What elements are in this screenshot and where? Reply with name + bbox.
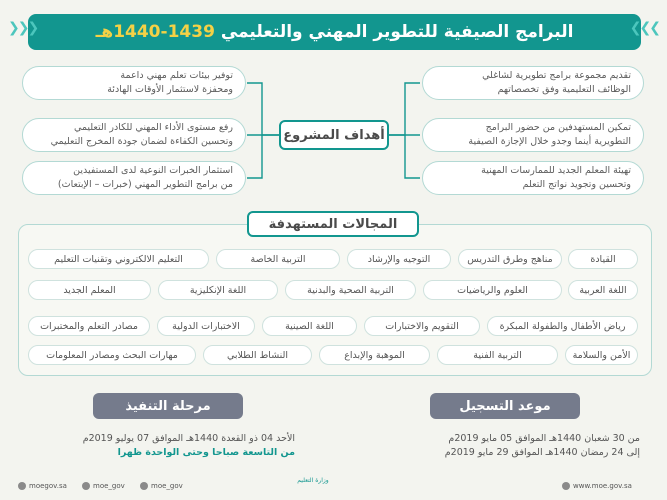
footer-site-right[interactable]: www.moe.gov.sa <box>562 482 632 490</box>
field-chip: اللغة العربية <box>568 280 638 300</box>
goal-left-2: رفع مستوى الأداء المهني للكادر التعليمي وتحسين الكفاءة لضمان جودة المخرج التعليمي <box>22 118 246 152</box>
field-chip: النشاط الطلابي <box>203 345 312 365</box>
field-chip: التوجيه والإرشاد <box>347 249 451 269</box>
decor-arrows-right-icon: ❮❮❮ <box>629 20 659 36</box>
field-chip: رياض الأطفال والطفولة المبكرة <box>487 316 638 336</box>
title-year: 1439-1440هـ <box>95 22 215 42</box>
fields-title: المجالات المستهدفة <box>247 211 419 237</box>
field-chip: الاختبارات الدولية <box>157 316 255 336</box>
footer-site-left[interactable]: moegov.sa <box>18 482 67 490</box>
field-chip: الموهبة والإبداع <box>319 345 430 365</box>
ministry-logo: وزارة التعليم <box>297 477 329 484</box>
field-chip: التربية الفنية <box>437 345 558 365</box>
goal-left-1: توفير بيئات تعلم مهني داعمة ومحفزة لاستثمار الأوقات الهادئة <box>22 66 246 100</box>
field-chip: الأمن والسلامة <box>565 345 638 365</box>
field-chip: اللغة الصينية <box>262 316 357 336</box>
field-chip: مصادر التعلم والمختبرات <box>28 316 150 336</box>
field-chip: اللغة الإنكليزية <box>158 280 278 300</box>
goal-left-3: استثمار الخبرات النوعية لدى المستفيدين من برامج التطوير المهني (خبرات – الإبتعاث) <box>22 161 246 195</box>
instagram-icon <box>82 482 90 490</box>
field-chip: التربية الخاصة <box>216 249 340 269</box>
footer-handle-2[interactable]: moe_gov <box>140 482 183 490</box>
globe-icon <box>562 482 570 490</box>
title-main: البرامج الصيفية للتطوير المهني والتعليمي <box>220 22 574 42</box>
field-chip: العلوم والرياضيات <box>423 280 562 300</box>
twitter-icon <box>140 482 148 490</box>
decor-arrows-left-icon: ❯❯❯ <box>8 20 38 36</box>
field-chip: مناهج وطرق التدريس <box>458 249 562 269</box>
field-chip: المعلم الجديد <box>28 280 151 300</box>
field-chip: القيادة <box>568 249 638 269</box>
web-icon <box>18 482 26 490</box>
goal-right-1: تقديم مجموعة برامج تطويرية لشاغلي الوظائف التعليمية وفق تخصصاتهم <box>422 66 644 100</box>
field-chip: التربية الصحية والبدنية <box>285 280 416 300</box>
goals-label: أهداف المشروع <box>279 120 389 150</box>
goal-right-2: تمكين المستهدفين من حضور البرامج التطويرية أينما وجدو خلال الإجازة الصيفية <box>422 118 644 152</box>
field-chip: مهارات البحث ومصادر المعلومات <box>28 345 196 365</box>
execution-label: مرحلة التنفيذ <box>93 393 243 419</box>
footer-handle-1[interactable]: moe_gov <box>82 482 125 490</box>
execution-dates: الأحد 04 ذو القعدة 1440هـ الموافق 07 يوليو 2019م من التاسعة صباحا وحتى الواحدة ظهرا <box>82 433 295 458</box>
registration-dates: من 30 شعبان 1440هـ الموافق 05 مايو 2019م إلى 24 رمضان 1440هـ الموافق 29 مايو 2019م <box>444 433 640 458</box>
field-chip: التقويم والاختبارات <box>364 316 480 336</box>
field-chip: التعليم الالكتروني وتقنيات التعليم <box>28 249 209 269</box>
registration-label: موعد التسجيل <box>430 393 580 419</box>
goal-right-3: تهيئة المعلم الجديد للممارسات المهنية وتحسين وتجويد نواتج التعلم <box>422 161 644 195</box>
